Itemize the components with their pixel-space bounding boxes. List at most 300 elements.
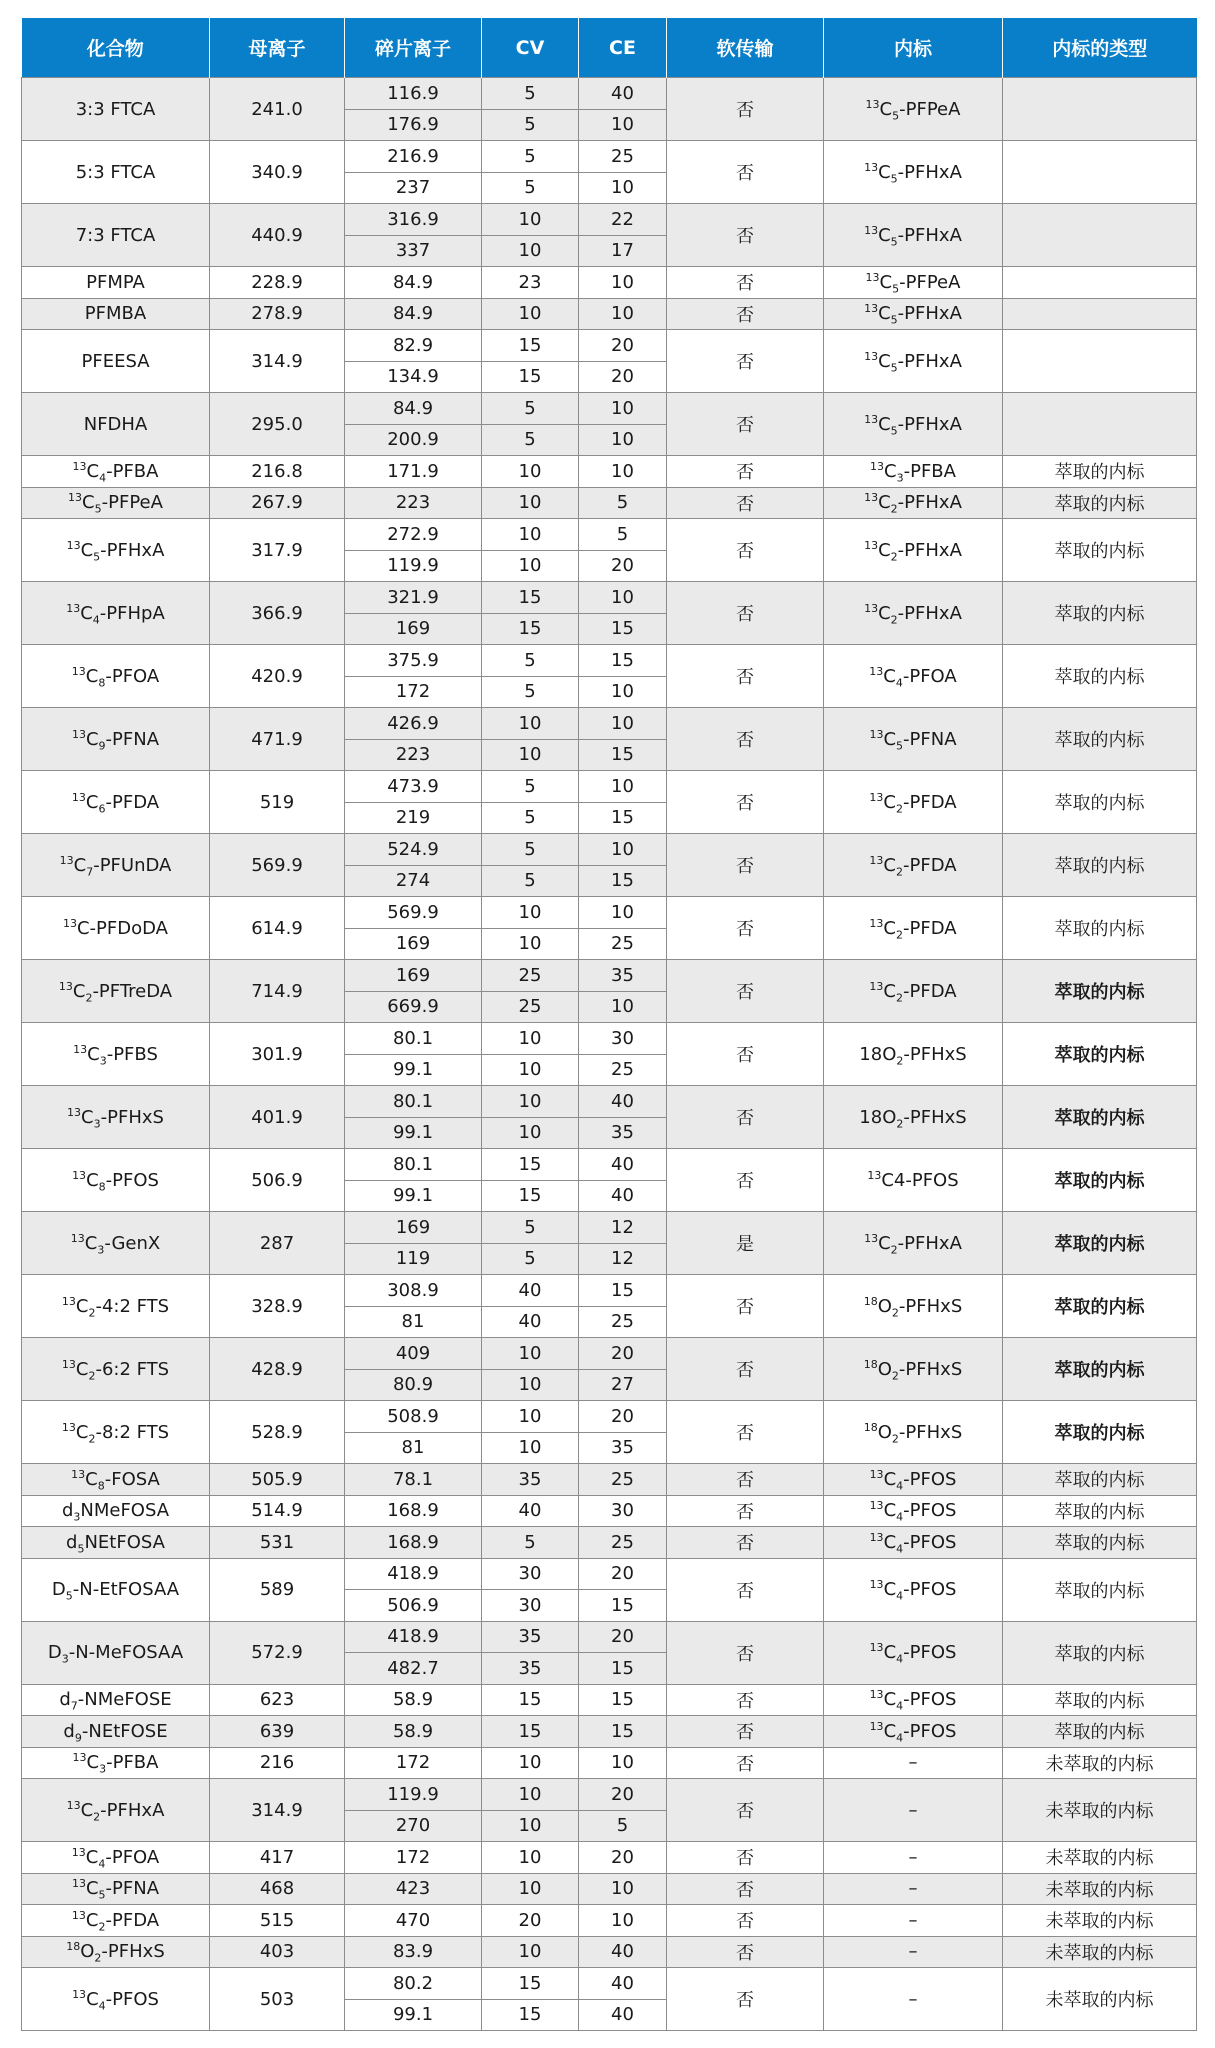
ce-cell: 10 bbox=[579, 582, 667, 614]
ce-cell: 40 bbox=[579, 1968, 667, 2000]
table-row bbox=[22, 1464, 1197, 1496]
istd-type-cell: 萃取的内标 bbox=[1003, 1621, 1197, 1684]
ce-cell: 25 bbox=[579, 1306, 667, 1338]
table-row bbox=[22, 1873, 1197, 1905]
istd-type-cell bbox=[1003, 393, 1197, 456]
cv-cell: 30 bbox=[482, 1590, 579, 1622]
internal-standard-cell: $^{13}C_2$-PFHxA bbox=[824, 519, 1003, 582]
internal-standard-cell: $^{13}C_2$-PFHxA bbox=[824, 582, 1003, 645]
cv-cell: 10 bbox=[482, 204, 579, 236]
compound-cell: $^{13}C_2$-PFDA bbox=[22, 1905, 210, 1937]
table-row bbox=[22, 78, 1197, 110]
compound-cell: $^{18}O_2$-PFHxS bbox=[22, 1936, 210, 1968]
soft-transmission-cell: 否 bbox=[667, 1495, 824, 1527]
cv-cell: 10 bbox=[482, 550, 579, 582]
ce-cell: 15 bbox=[579, 739, 667, 771]
ce-cell: 20 bbox=[579, 1621, 667, 1653]
soft-transmission-cell: 否 bbox=[667, 298, 824, 330]
soft-transmission-cell: 否 bbox=[667, 1684, 824, 1716]
fragment-ion-cell: 80.1 bbox=[345, 1086, 482, 1118]
istd-type-cell: 未萃取的内标 bbox=[1003, 1968, 1197, 2031]
cv-cell: 5 bbox=[482, 676, 579, 708]
compound-cell: PFMBA bbox=[22, 298, 210, 330]
compound-cell: $^{13}C_5$-PFNA bbox=[22, 1873, 210, 1905]
soft-transmission-cell: 否 bbox=[667, 1779, 824, 1842]
cv-cell: 35 bbox=[482, 1653, 579, 1685]
fragment-ion-cell: 99.1 bbox=[345, 1117, 482, 1149]
parent-ion-cell: 216.8 bbox=[210, 456, 345, 488]
parent-ion-cell: 714.9 bbox=[210, 960, 345, 1023]
header-soft-transmission: 软传输 bbox=[667, 18, 824, 78]
table-row bbox=[22, 330, 1197, 362]
istd-type-cell: 萃取的内标 bbox=[1003, 1716, 1197, 1748]
fragment-ion-cell: 168.9 bbox=[345, 1495, 482, 1527]
cv-cell: 15 bbox=[482, 1716, 579, 1748]
fragment-ion-cell: 81 bbox=[345, 1432, 482, 1464]
soft-transmission-cell: 否 bbox=[667, 1527, 824, 1559]
internal-standard-cell: – bbox=[824, 1968, 1003, 2031]
cv-cell: 5 bbox=[482, 1527, 579, 1559]
fragment-ion-cell: 172 bbox=[345, 1747, 482, 1779]
parent-ion-cell: 569.9 bbox=[210, 834, 345, 897]
cv-cell: 10 bbox=[482, 487, 579, 519]
compound-cell: $^{13}C_2-8:2$ FTS bbox=[22, 1401, 210, 1464]
parent-ion-cell: 267.9 bbox=[210, 487, 345, 519]
table-row bbox=[22, 1558, 1197, 1590]
table-row bbox=[22, 1338, 1197, 1370]
parent-ion-cell: 301.9 bbox=[210, 1023, 345, 1086]
header-row bbox=[22, 18, 1197, 78]
parent-ion-cell: 503 bbox=[210, 1968, 345, 2031]
istd-type-cell: 萃取的内标 bbox=[1003, 1338, 1197, 1401]
compound-cell: $^{13}C_5$-PFHxA bbox=[22, 519, 210, 582]
parent-ion-cell: 420.9 bbox=[210, 645, 345, 708]
ce-cell: 40 bbox=[579, 1180, 667, 1212]
fragment-ion-cell: 84.9 bbox=[345, 393, 482, 425]
cv-cell: 40 bbox=[482, 1306, 579, 1338]
compound-cell: $^{13}C_5$-PFPeA bbox=[22, 487, 210, 519]
parent-ion-cell: 514.9 bbox=[210, 1495, 345, 1527]
soft-transmission-cell: 否 bbox=[667, 1621, 824, 1684]
internal-standard-cell: $^{13}C_5$-PFPeA bbox=[824, 78, 1003, 141]
ce-cell: 20 bbox=[579, 330, 667, 362]
ce-cell: 17 bbox=[579, 235, 667, 267]
istd-type-cell bbox=[1003, 298, 1197, 330]
cv-cell: 15 bbox=[482, 361, 579, 393]
compound-cell: $^{13}C_7$-PFUnDA bbox=[22, 834, 210, 897]
fragment-ion-cell: 169 bbox=[345, 960, 482, 992]
internal-standard-cell: $^{13}$C4-PFOS bbox=[824, 1149, 1003, 1212]
fragment-ion-cell: 81 bbox=[345, 1306, 482, 1338]
compound-cell: $d_7$-NMeFOSE bbox=[22, 1684, 210, 1716]
internal-standard-cell: $^{13}C_2$-PFDA bbox=[824, 960, 1003, 1023]
istd-type-cell: 未萃取的内标 bbox=[1003, 1905, 1197, 1937]
parent-ion-cell: 366.9 bbox=[210, 582, 345, 645]
cv-cell: 5 bbox=[482, 78, 579, 110]
compound-cell: $^{13}C_6$-PFDA bbox=[22, 771, 210, 834]
soft-transmission-cell: 否 bbox=[667, 771, 824, 834]
internal-standard-cell: $^{13}C_5$-PFHxA bbox=[824, 330, 1003, 393]
fragment-ion-cell: 418.9 bbox=[345, 1558, 482, 1590]
fragment-ion-cell: 119.9 bbox=[345, 1779, 482, 1811]
table-row bbox=[22, 582, 1197, 614]
soft-transmission-cell: 否 bbox=[667, 1936, 824, 1968]
fragment-ion-cell: 169 bbox=[345, 928, 482, 960]
cv-cell: 5 bbox=[482, 1212, 579, 1244]
soft-transmission-cell: 否 bbox=[667, 1401, 824, 1464]
parent-ion-cell: 471.9 bbox=[210, 708, 345, 771]
istd-type-cell: 萃取的内标 bbox=[1003, 1149, 1197, 1212]
fragment-ion-cell: 470 bbox=[345, 1905, 482, 1937]
fragment-ion-cell: 508.9 bbox=[345, 1401, 482, 1433]
compound-cell: 5:3 FTCA bbox=[22, 141, 210, 204]
fragment-ion-cell: 169 bbox=[345, 1212, 482, 1244]
fragment-ion-cell: 168.9 bbox=[345, 1527, 482, 1559]
istd-type-cell: 萃取的内标 bbox=[1003, 582, 1197, 645]
istd-type-cell: 萃取的内标 bbox=[1003, 1212, 1197, 1275]
parent-ion-cell: 317.9 bbox=[210, 519, 345, 582]
ce-cell: 5 bbox=[579, 519, 667, 551]
compound-cell: 7:3 FTCA bbox=[22, 204, 210, 267]
cv-cell: 15 bbox=[482, 1999, 579, 2031]
istd-type-cell: 未萃取的内标 bbox=[1003, 1936, 1197, 1968]
table-row bbox=[22, 1936, 1197, 1968]
cv-cell: 35 bbox=[482, 1621, 579, 1653]
parent-ion-cell: 528.9 bbox=[210, 1401, 345, 1464]
table-body bbox=[22, 78, 1197, 2031]
soft-transmission-cell: 否 bbox=[667, 267, 824, 299]
parent-ion-cell: 401.9 bbox=[210, 1086, 345, 1149]
cv-cell: 10 bbox=[482, 1086, 579, 1118]
table-row bbox=[22, 1968, 1197, 2000]
internal-standard-cell: $^{18}O_2$-PFHxS bbox=[824, 1401, 1003, 1464]
parent-ion-cell: 428.9 bbox=[210, 1338, 345, 1401]
istd-type-cell: 萃取的内标 bbox=[1003, 1401, 1197, 1464]
compound-cell: $^{13}C_8$-FOSA bbox=[22, 1464, 210, 1496]
soft-transmission-cell: 否 bbox=[667, 1873, 824, 1905]
internal-standard-cell: $^{13}C_5$-PFHxA bbox=[824, 204, 1003, 267]
ce-cell: 40 bbox=[579, 1149, 667, 1181]
ce-cell: 10 bbox=[579, 267, 667, 299]
table-row bbox=[22, 1621, 1197, 1653]
compound-cell: $^{13}C_2$-PFHxA bbox=[22, 1779, 210, 1842]
internal-standard-cell: $^{13}C_5$-PFPeA bbox=[824, 267, 1003, 299]
ce-cell: 15 bbox=[579, 645, 667, 677]
ce-cell: 15 bbox=[579, 802, 667, 834]
ce-cell: 25 bbox=[579, 141, 667, 173]
soft-transmission-cell: 否 bbox=[667, 1747, 824, 1779]
fragment-ion-cell: 569.9 bbox=[345, 897, 482, 929]
table-row bbox=[22, 1401, 1197, 1433]
ce-cell: 40 bbox=[579, 1936, 667, 1968]
header-cv: CV bbox=[482, 18, 579, 78]
cv-cell: 5 bbox=[482, 771, 579, 803]
cv-cell: 5 bbox=[482, 172, 579, 204]
soft-transmission-cell: 否 bbox=[667, 1842, 824, 1874]
istd-type-cell: 萃取的内标 bbox=[1003, 1086, 1197, 1149]
ce-cell: 30 bbox=[579, 1495, 667, 1527]
header-ce: CE bbox=[579, 18, 667, 78]
cv-cell: 5 bbox=[482, 141, 579, 173]
table-row bbox=[22, 1495, 1197, 1527]
istd-type-cell: 萃取的内标 bbox=[1003, 834, 1197, 897]
soft-transmission-cell: 否 bbox=[667, 1968, 824, 2031]
internal-standard-cell: – bbox=[824, 1905, 1003, 1937]
fragment-ion-cell: 171.9 bbox=[345, 456, 482, 488]
internal-standard-cell: $^{13}C_5$-PFNA bbox=[824, 708, 1003, 771]
istd-type-cell: 萃取的内标 bbox=[1003, 1464, 1197, 1496]
internal-standard-cell: $18O_2$-PFHxS bbox=[824, 1023, 1003, 1086]
compound-cell: $^{13}C_3$-GenX bbox=[22, 1212, 210, 1275]
parent-ion-cell: 589 bbox=[210, 1558, 345, 1621]
soft-transmission-cell: 否 bbox=[667, 1149, 824, 1212]
istd-type-cell: 未萃取的内标 bbox=[1003, 1842, 1197, 1874]
istd-type-cell: 萃取的内标 bbox=[1003, 897, 1197, 960]
istd-type-cell: 萃取的内标 bbox=[1003, 519, 1197, 582]
fragment-ion-cell: 80.9 bbox=[345, 1369, 482, 1401]
cv-cell: 10 bbox=[482, 1873, 579, 1905]
cv-cell: 10 bbox=[482, 1401, 579, 1433]
ce-cell: 5 bbox=[579, 1810, 667, 1842]
internal-standard-cell: $^{13}C_4$-PFOS bbox=[824, 1558, 1003, 1621]
compound-cell: $^{13}C_4$-PFOS bbox=[22, 1968, 210, 2031]
fragment-ion-cell: 426.9 bbox=[345, 708, 482, 740]
compound-cell: $D_5-N$-EtFOSAA bbox=[22, 1558, 210, 1621]
ce-cell: 20 bbox=[579, 1842, 667, 1874]
table-row bbox=[22, 708, 1197, 740]
fragment-ion-cell: 134.9 bbox=[345, 361, 482, 393]
ce-cell: 10 bbox=[579, 708, 667, 740]
fragment-ion-cell: 58.9 bbox=[345, 1684, 482, 1716]
parent-ion-cell: 623 bbox=[210, 1684, 345, 1716]
internal-standard-cell: $^{13}C_4$-PFOS bbox=[824, 1527, 1003, 1559]
table-row bbox=[22, 834, 1197, 866]
internal-standard-cell: $^{13}C_3$-PFBA bbox=[824, 456, 1003, 488]
table-row bbox=[22, 141, 1197, 173]
cv-cell: 10 bbox=[482, 1023, 579, 1055]
fragment-ion-cell: 216.9 bbox=[345, 141, 482, 173]
header-compound: 化合物 bbox=[22, 18, 210, 78]
header-parent-ion: 母离子 bbox=[210, 18, 345, 78]
ce-cell: 15 bbox=[579, 1590, 667, 1622]
cv-cell: 5 bbox=[482, 109, 579, 141]
table-row bbox=[22, 897, 1197, 929]
soft-transmission-cell: 否 bbox=[667, 330, 824, 393]
fragment-ion-cell: 78.1 bbox=[345, 1464, 482, 1496]
istd-type-cell: 未萃取的内标 bbox=[1003, 1747, 1197, 1779]
internal-standard-cell: $^{13}C_4$-PFOS bbox=[824, 1464, 1003, 1496]
fragment-ion-cell: 99.1 bbox=[345, 1054, 482, 1086]
cv-cell: 5 bbox=[482, 865, 579, 897]
parent-ion-cell: 241.0 bbox=[210, 78, 345, 141]
internal-standard-cell: $^{13}C_2$-PFDA bbox=[824, 897, 1003, 960]
ce-cell: 20 bbox=[579, 361, 667, 393]
fragment-ion-cell: 669.9 bbox=[345, 991, 482, 1023]
table-row bbox=[22, 771, 1197, 803]
ce-cell: 20 bbox=[579, 1558, 667, 1590]
compound-cell: $^{13}C_4$-PFBA bbox=[22, 456, 210, 488]
compound-cell: $^{13}C_3$-PFHxS bbox=[22, 1086, 210, 1149]
ce-cell: 10 bbox=[579, 834, 667, 866]
fragment-ion-cell: 169 bbox=[345, 613, 482, 645]
cv-cell: 10 bbox=[482, 897, 579, 929]
ce-cell: 10 bbox=[579, 1905, 667, 1937]
cv-cell: 10 bbox=[482, 739, 579, 771]
internal-standard-cell: $^{13}C_2$-PFHxA bbox=[824, 1212, 1003, 1275]
ce-cell: 12 bbox=[579, 1212, 667, 1244]
ce-cell: 10 bbox=[579, 298, 667, 330]
ce-cell: 22 bbox=[579, 204, 667, 236]
fragment-ion-cell: 172 bbox=[345, 676, 482, 708]
cv-cell: 15 bbox=[482, 330, 579, 362]
internal-standard-cell: $^{13}C_5$-PFHxA bbox=[824, 393, 1003, 456]
ce-cell: 10 bbox=[579, 897, 667, 929]
internal-standard-cell: $^{13}C_2$-PFDA bbox=[824, 771, 1003, 834]
internal-standard-cell: $^{13}C_4$-PFOS bbox=[824, 1716, 1003, 1748]
istd-type-cell: 萃取的内标 bbox=[1003, 708, 1197, 771]
cv-cell: 5 bbox=[482, 1243, 579, 1275]
internal-standard-cell: $^{13}C_4$-PFOS bbox=[824, 1621, 1003, 1684]
fragment-ion-cell: 119.9 bbox=[345, 550, 482, 582]
cv-cell: 5 bbox=[482, 393, 579, 425]
parent-ion-cell: 287 bbox=[210, 1212, 345, 1275]
internal-standard-cell: $^{13}C_4$-PFOA bbox=[824, 645, 1003, 708]
parent-ion-cell: 468 bbox=[210, 1873, 345, 1905]
compound-cell: $^{13}C_2-6:2$ FTS bbox=[22, 1338, 210, 1401]
fragment-ion-cell: 84.9 bbox=[345, 267, 482, 299]
fragment-ion-cell: 308.9 bbox=[345, 1275, 482, 1307]
compound-cell: PFMPA bbox=[22, 267, 210, 299]
istd-type-cell: 萃取的内标 bbox=[1003, 645, 1197, 708]
soft-transmission-cell: 否 bbox=[667, 1275, 824, 1338]
fragment-ion-cell: 80.1 bbox=[345, 1149, 482, 1181]
fragment-ion-cell: 200.9 bbox=[345, 424, 482, 456]
table-row bbox=[22, 204, 1197, 236]
compound-cell: $D_3-N$-MeFOSAA bbox=[22, 1621, 210, 1684]
ce-cell: 35 bbox=[579, 1117, 667, 1149]
internal-standard-cell: $^{18}O_2$-PFHxS bbox=[824, 1338, 1003, 1401]
table-row bbox=[22, 1023, 1197, 1055]
fragment-ion-cell: 83.9 bbox=[345, 1936, 482, 1968]
compound-cell: 3:3 FTCA bbox=[22, 78, 210, 141]
cv-cell: 10 bbox=[482, 1432, 579, 1464]
cv-cell: 40 bbox=[482, 1275, 579, 1307]
internal-standard-cell: $^{13}C_5$-PFHxA bbox=[824, 298, 1003, 330]
soft-transmission-cell: 否 bbox=[667, 1464, 824, 1496]
soft-transmission-cell: 否 bbox=[667, 1023, 824, 1086]
fragment-ion-cell: 473.9 bbox=[345, 771, 482, 803]
ce-cell: 25 bbox=[579, 1054, 667, 1086]
internal-standard-cell: – bbox=[824, 1936, 1003, 1968]
ce-cell: 35 bbox=[579, 1432, 667, 1464]
fragment-ion-cell: 272.9 bbox=[345, 519, 482, 551]
cv-cell: 15 bbox=[482, 613, 579, 645]
table-row bbox=[22, 645, 1197, 677]
istd-type-cell: 未萃取的内标 bbox=[1003, 1779, 1197, 1842]
internal-standard-cell: $^{13}C_5$-PFHxA bbox=[824, 141, 1003, 204]
table-row bbox=[22, 1747, 1197, 1779]
parent-ion-cell: 340.9 bbox=[210, 141, 345, 204]
table-row bbox=[22, 1842, 1197, 1874]
table-container bbox=[21, 18, 1196, 2031]
parent-ion-cell: 228.9 bbox=[210, 267, 345, 299]
ce-cell: 20 bbox=[579, 550, 667, 582]
parent-ion-cell: 519 bbox=[210, 771, 345, 834]
internal-standard-cell: – bbox=[824, 1779, 1003, 1842]
parent-ion-cell: 572.9 bbox=[210, 1621, 345, 1684]
istd-type-cell: 萃取的内标 bbox=[1003, 960, 1197, 1023]
ce-cell: 15 bbox=[579, 1716, 667, 1748]
fragment-ion-cell: 316.9 bbox=[345, 204, 482, 236]
cv-cell: 10 bbox=[482, 1369, 579, 1401]
compound-cell: $^{13}$C-PFDoDA bbox=[22, 897, 210, 960]
cv-cell: 10 bbox=[482, 235, 579, 267]
parent-ion-cell: 278.9 bbox=[210, 298, 345, 330]
soft-transmission-cell: 否 bbox=[667, 78, 824, 141]
fragment-ion-cell: 423 bbox=[345, 1873, 482, 1905]
soft-transmission-cell: 否 bbox=[667, 456, 824, 488]
table-row bbox=[22, 1684, 1197, 1716]
soft-transmission-cell: 否 bbox=[667, 708, 824, 771]
compound-cell: $d_9$-NEtFOSE bbox=[22, 1716, 210, 1748]
internal-standard-cell: – bbox=[824, 1873, 1003, 1905]
istd-type-cell bbox=[1003, 267, 1197, 299]
ce-cell: 10 bbox=[579, 109, 667, 141]
ce-cell: 15 bbox=[579, 1684, 667, 1716]
ce-cell: 25 bbox=[579, 928, 667, 960]
cv-cell: 10 bbox=[482, 456, 579, 488]
table-row bbox=[22, 487, 1197, 519]
compound-cell: $^{13}C_3$-PFBA bbox=[22, 1747, 210, 1779]
fragment-ion-cell: 223 bbox=[345, 739, 482, 771]
fragment-ion-cell: 506.9 bbox=[345, 1590, 482, 1622]
cv-cell: 15 bbox=[482, 582, 579, 614]
header-internal-standard: 内标 bbox=[824, 18, 1003, 78]
cv-cell: 15 bbox=[482, 1684, 579, 1716]
fragment-ion-cell: 270 bbox=[345, 1810, 482, 1842]
fragment-ion-cell: 274 bbox=[345, 865, 482, 897]
internal-standard-cell: $^{13}C_2$-PFDA bbox=[824, 834, 1003, 897]
cv-cell: 20 bbox=[482, 1905, 579, 1937]
compound-cell: NFDHA bbox=[22, 393, 210, 456]
soft-transmission-cell: 否 bbox=[667, 960, 824, 1023]
table-row bbox=[22, 1086, 1197, 1118]
internal-standard-cell: – bbox=[824, 1747, 1003, 1779]
ce-cell: 12 bbox=[579, 1243, 667, 1275]
parent-ion-cell: 515 bbox=[210, 1905, 345, 1937]
table-row bbox=[22, 1527, 1197, 1559]
fragment-ion-cell: 482.7 bbox=[345, 1653, 482, 1685]
ce-cell: 10 bbox=[579, 676, 667, 708]
fragment-ion-cell: 99.1 bbox=[345, 1999, 482, 2031]
cv-cell: 23 bbox=[482, 267, 579, 299]
internal-standard-cell: $^{13}C_4$-PFOS bbox=[824, 1495, 1003, 1527]
ce-cell: 10 bbox=[579, 1747, 667, 1779]
table-row bbox=[22, 1212, 1197, 1244]
soft-transmission-cell: 否 bbox=[667, 897, 824, 960]
istd-type-cell: 萃取的内标 bbox=[1003, 1558, 1197, 1621]
compound-cell: PFEESA bbox=[22, 330, 210, 393]
ce-cell: 10 bbox=[579, 1873, 667, 1905]
ce-cell: 10 bbox=[579, 172, 667, 204]
table-row bbox=[22, 519, 1197, 551]
cv-cell: 10 bbox=[482, 928, 579, 960]
soft-transmission-cell: 否 bbox=[667, 834, 824, 897]
fragment-ion-cell: 337 bbox=[345, 235, 482, 267]
table-row bbox=[22, 1275, 1197, 1307]
istd-type-cell: 萃取的内标 bbox=[1003, 1527, 1197, 1559]
fragment-ion-cell: 418.9 bbox=[345, 1621, 482, 1653]
